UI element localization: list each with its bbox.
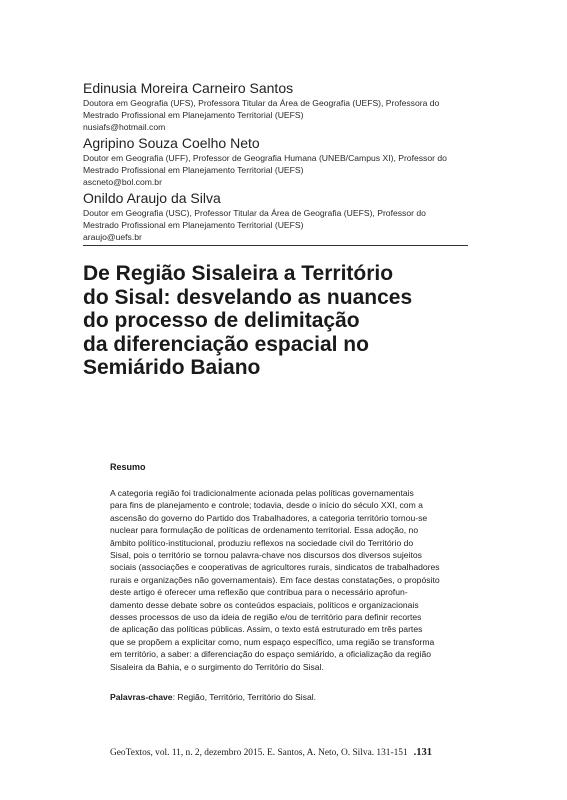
author-affiliation: Doutora em Geografia (UFS), Professora Titular da Área de Geografia (UEFS), Professora do — [83, 98, 440, 108]
abstract-line: ascensão do governo do Partido dos Trabalhadores, a categoria território tornou-se — [110, 512, 428, 523]
abstract-line: sociais (associações e cooperativas de agricultores rurais, sindicatos de trabalhadores — [110, 562, 440, 573]
author-block — [83, 190, 468, 243]
abstract-line: A categoria região foi tradicionalmente acionada pelas políticas governamentais — [110, 488, 414, 498]
keywords-label: Palavras-chave — [110, 692, 173, 702]
author-block — [83, 135, 468, 188]
footer-citation: GeoTextos, vol. 11, n. 2, dezembro 2015. E. Santos, A. Neto, O. Silva. 131-151 — [110, 748, 408, 758]
title-line: da diferenciação espacial no — [83, 332, 369, 356]
author-name: Onildo Araujo da Silva — [83, 190, 221, 206]
title-line: do processo de delimitação — [83, 309, 360, 332]
author-name: Edinusia Moreira Carneiro Santos — [83, 80, 294, 96]
divider — [83, 245, 468, 246]
abstract-line: rurais e organizações não governamentais). Em face destas constatações, o propósito — [110, 574, 440, 585]
abstract-line: Sisal, pois o território se tornou palavra-chave nos discursos dos diversos sujeitos — [110, 550, 422, 561]
author-email: araujo@uefs.br — [83, 232, 142, 242]
author-affiliation: Mestrado Profissional em Planejamento Territorial (UEFS) — [83, 165, 304, 175]
abstract-line: que se propõem a explicitar como, num espaço específico, uma região se transforma — [110, 636, 435, 647]
keywords-text: : Região, Território, Território do Sisal. — [172, 692, 317, 702]
author-name: Agripino Souza Coelho Neto — [83, 135, 260, 151]
author-email: ascneto@bol.com.br — [83, 177, 162, 187]
abstract-line: para fins de planejamento e controle; todavia, desde o início do século XXI, com a — [110, 500, 423, 511]
author-email: nusiafs@hotmail.com — [83, 122, 166, 132]
article-title — [83, 262, 483, 380]
page-footer — [110, 747, 470, 758]
abstract-line: de aplicação das políticas públicas. Assim, o texto está estruturado em três partes — [110, 624, 423, 635]
title-line: De Região Sisaleira a Território — [83, 262, 394, 285]
author-affiliation: Mestrado Profissional em Planejamento Territorial (UEFS) — [83, 110, 304, 120]
abstract-line: nuclear para formulação de políticas de ordenamento territorial. Essa adoção, no — [110, 525, 419, 536]
page-number: .131 — [413, 747, 433, 758]
author-affiliation: Doutor em Geografia (UFF), Professor de Geografia Humana (UNEB/Campus XI), Professor do — [83, 153, 447, 163]
title-line: Semiárido Baiano — [83, 356, 261, 379]
author-block — [83, 80, 468, 133]
author-list — [83, 80, 468, 245]
keywords — [110, 691, 450, 703]
abstract-text — [110, 487, 443, 673]
abstract-line: deste artigo é oferecer uma reflexão que contribua para o necessário aprofun- — [110, 587, 408, 598]
abstract-line: damento desse debate sobre os conteúdos espaciais, políticos e organizacionais — [110, 599, 419, 610]
author-affiliation: Doutor em Geografia (USC), Professor Titular da Área de Geografia (UEFS), Professor do — [83, 208, 426, 218]
title-line: do Sisal: desvelando as nuances — [83, 285, 413, 309]
author-affiliation: Mestrado Profissional em Planejamento Territorial (UEFS) — [83, 220, 304, 230]
abstract-line: Sisaleira da Bahia, e o surgimento do Território do Sisal. — [110, 661, 324, 672]
abstract-line: desses processos de uso da ideia de região e/ou de território para definir recortes — [110, 612, 422, 623]
abstract-heading: Resumo — [110, 462, 146, 472]
abstract-line: em território, a saber: a diferenciação do espaço semiárido, a oficialização da região — [110, 649, 432, 660]
abstract-line: âmbito político-institucional, produziu reflexos na sociedade civil do Território do — [110, 537, 414, 548]
